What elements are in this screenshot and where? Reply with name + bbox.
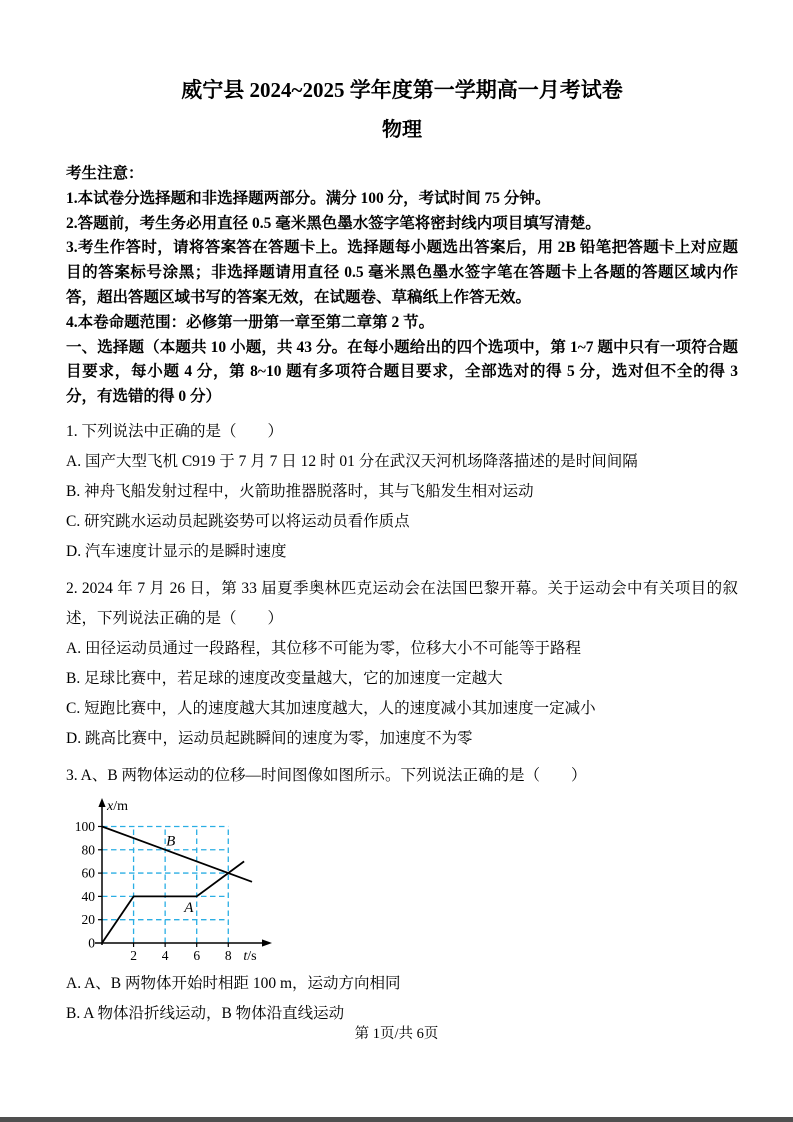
- question-option: A. 田径运动员通过一段路程，其位移不可能为零，位移大小不可能等于路程: [66, 639, 581, 657]
- position-time-graph: [64, 795, 278, 967]
- question-option: B. A 物体沿折线运动，B 物体沿直线运动: [66, 1004, 345, 1022]
- question-1: [66, 417, 738, 567]
- page-footer: 第 1页/共 6页: [354, 1026, 439, 1042]
- notice-heading: 考生注意：: [66, 165, 144, 182]
- svg-text:2: 2: [130, 947, 137, 963]
- svg-text:B: B: [166, 833, 176, 850]
- question-option: A. A、B 两物体开始时相距 100 m，运动方向相同: [66, 974, 401, 992]
- svg-text:4: 4: [161, 947, 169, 963]
- subject-title: 物理: [382, 119, 422, 141]
- question-stem: 1. 下列说法中正确的是（ ）: [66, 422, 284, 440]
- svg-text:t/s: t/s: [243, 948, 257, 964]
- section-heading: 一、选择题（本题共 10 小题，共 43 分。在每小题给出的四个选项中，第 1~7 题中只有一项符合题目要求，每小题 4 分，第 8~10 题有多项符合题目要求，全部选对的得 5 分，选对但不全的得 3 分，有选错的得 0 分）: [66, 338, 738, 406]
- svg-text:x/m: x/m: [107, 798, 128, 814]
- question-option: B. 足球比赛中，若足球的速度改变量越大，它的加速度一定越大: [66, 669, 503, 687]
- question-3: [66, 761, 738, 1029]
- question-option: B. 神舟飞船发射过程中，火箭助推器脱落时，其与飞船发生相对运动: [66, 482, 534, 500]
- svg-text:20: 20: [81, 912, 95, 928]
- question-2: [66, 574, 738, 754]
- chart-figure: [64, 795, 278, 967]
- question-option: A. 国产大型飞机 C919 于 7 月 7 日 12 时 01 分在武汉天河机场降落描述的是时间间隔: [66, 452, 638, 470]
- candidate-notice: [66, 162, 738, 410]
- svg-text:A: A: [184, 899, 194, 916]
- question-option: C. 短跑比赛中，人的速度越大其加速度越大，人的速度减小其加速度一定减小: [66, 699, 596, 717]
- notice-item: 2.答题前，考生务必用直径 0.5 毫米黑色墨水签字笔将密封线内项目填写清楚。: [66, 214, 601, 232]
- notice-item: 3.考生作答时，请将答案答在答题卡上。选择题每小题选出答案后，用 2B 铅笔把答题卡上对应题目的答案标号涂黑；非选择题请用直径 0.5 毫米黑色墨水签字笔在答题卡上各题的答题区域内作答，超出答题区域书写的答案无效，在试题卷、草稿纸上作答无效。: [66, 239, 738, 306]
- question-option: C. 研究跳水运动员起跳姿势可以将运动员看作质点: [66, 512, 410, 530]
- notice-item: 4.本卷命题范围：必修第一册第一章至第二章第 2 节。: [66, 313, 435, 331]
- svg-text:8: 8: [224, 947, 232, 963]
- window-bottom-bar: [0, 1117, 793, 1122]
- svg-text:0: 0: [88, 935, 95, 951]
- svg-text:60: 60: [81, 865, 95, 881]
- svg-text:80: 80: [81, 842, 95, 858]
- question-stem: 2. 2024 年 7 月 26 日，第 33 届夏季奥林匹克运动会在法国巴黎开幕。关于运动会中有关项目的叙述，下列说法正确的是（ ）: [66, 579, 738, 627]
- question-option: D. 汽车速度计显示的是瞬时速度: [66, 542, 287, 560]
- svg-text:100: 100: [74, 818, 95, 834]
- notice-item: 1.本试卷分选择题和非选择题两部分。满分 100 分，考试时间 75 分钟。: [66, 189, 551, 207]
- exam-page: [66, 76, 738, 1029]
- question-option: D. 跳高比赛中，运动员起跳瞬间的速度为零，加速度不为零: [66, 729, 473, 747]
- page-title: 威宁县 2024~2025 学年度第一学期高一月考试卷: [181, 78, 623, 102]
- svg-text:6: 6: [193, 947, 201, 963]
- svg-text:40: 40: [81, 888, 95, 904]
- question-stem: 3. A、B 两物体运动的位移—时间图像如图所示。下列说法正确的是（ ）: [66, 766, 587, 784]
